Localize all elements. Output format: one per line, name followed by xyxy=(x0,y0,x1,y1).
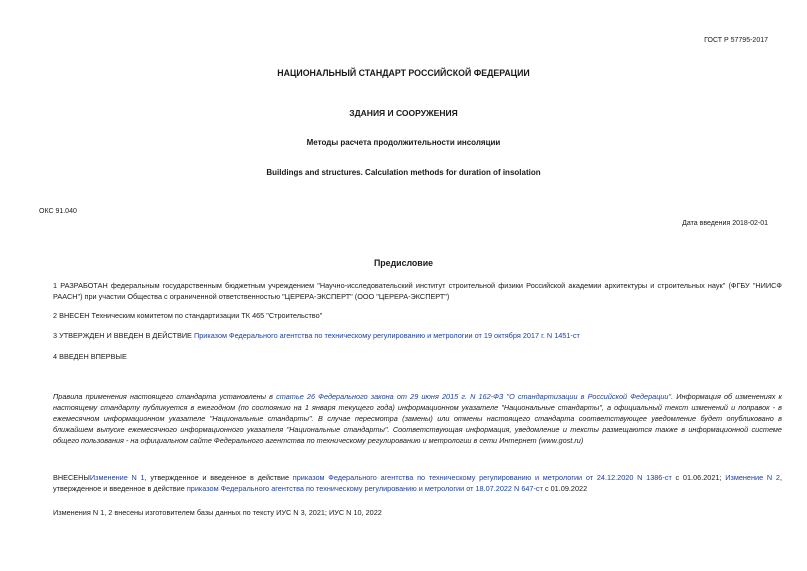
gost-number: ГОСТ Р 57795-2017 xyxy=(704,37,768,44)
amendment-2-link[interactable]: Изменение N 2 xyxy=(725,473,780,482)
application-rules-text-b: . Информация об изменениях к настоящему стандарту публикуется в ежегодном (по состоянию на 1 января текущего года) информационном указателе "Национальные стандарты", а официальный текст изменений и поправок - в ежемесячном информационном указателе "Национальные стандарты". В случае пересмотра (замены) или отмены настоящего стандарта соответствующее уведомление будет опубликовано в ближайшем выпуске ежемесячного информационного указателя "Национальные стандарты". Соответствующая информация, уведомление и тексты размещаются также в информационной системе общего пользования - на официальном сайте Федерального агентства по техническому регулированию и метрологии в сети Интернет (www.gost.ru) xyxy=(53,392,782,445)
subject-heading: ЗДАНИЯ И СООРУЖЕНИЯ xyxy=(349,108,458,118)
amendments-text-d: , утвержденное и введенное в действие xyxy=(53,473,782,493)
foreword-item-1: 1 РАЗРАБОТАН федеральным государственным бюджетным учреждением "Научно-исследовательский институт строительной физики Российской академии архитектуры и строительных наук" (ФГБУ "НИИСФ РААСН") при участии Общества с ограниченной ответственностью "ЦЕРЕРА-ЭКСПЕРТ" (ООО "ЦЕРЕРА-ЭКСПЕРТ") xyxy=(53,281,782,301)
foreword-item-2: 2 ВНЕСЕН Техническим комитетом по стандартизации ТК 465 "Строительство" xyxy=(53,311,323,320)
foreword-item-4: 4 ВВЕДЕН ВПЕРВЫЕ xyxy=(53,352,127,361)
intro-date: Дата введения 2018-02-01 xyxy=(682,220,768,227)
order-647-link[interactable]: приказом Федерального агентства по техническому регулированию и метрологии от 18.07.2022 N 647-ст xyxy=(186,484,543,493)
amendments-source-note: Изменения N 1, 2 внесены изготовителем базы данных по тексту ИУС N 3, 2021; ИУС N 10, 2022 xyxy=(53,508,382,517)
application-rules-paragraph xyxy=(39,391,782,446)
oks-code: ОКС 91.040 xyxy=(39,208,77,215)
amendments-paragraph xyxy=(39,472,782,494)
amendments-prefix: ВНЕСЕНЫ xyxy=(53,473,90,482)
standard-type-heading: НАЦИОНАЛЬНЫЙ СТАНДАРТ РОССИЙСКОЙ ФЕДЕРАЦИИ xyxy=(277,68,530,78)
foreword-heading: Предисловие xyxy=(373,258,434,268)
amendments-text-e: с 01.09.2022 xyxy=(542,484,588,493)
title-russian: Методы расчета продолжительности инсоляции xyxy=(306,138,501,147)
order-1451-link[interactable]: Приказом Федерального агентства по техническому регулированию и метрологии от 19 октября 2017 г. N 1451-ст xyxy=(193,331,580,340)
amendments-text-c: с 01.06.2021; xyxy=(671,473,726,482)
order-1386-link[interactable]: приказом Федерального агентства по техническому регулированию и метрологии от 24.12.2020 N 1386-ст xyxy=(292,473,672,482)
amendments-text-b: , утвержденное и введенное в действие xyxy=(144,473,293,482)
federal-law-162-link[interactable]: статье 26 Федерального закона от 29 июня 2015 г. N 162-ФЗ "О стандартизации в Российской Федерации" xyxy=(276,392,672,401)
title-english: Buildings and structures. Calculation methods for duration of insolation xyxy=(266,168,541,177)
foreword-item-3 xyxy=(39,330,782,341)
application-rules-text-a: Правила применения настоящего стандарта установлены в xyxy=(53,392,277,401)
foreword-item-3-text: 3 УТВЕРЖДЕН И ВВЕДЕН В ДЕЙСТВИЕ xyxy=(53,331,194,340)
amendment-1-link[interactable]: Изменение N 1 xyxy=(89,473,145,482)
